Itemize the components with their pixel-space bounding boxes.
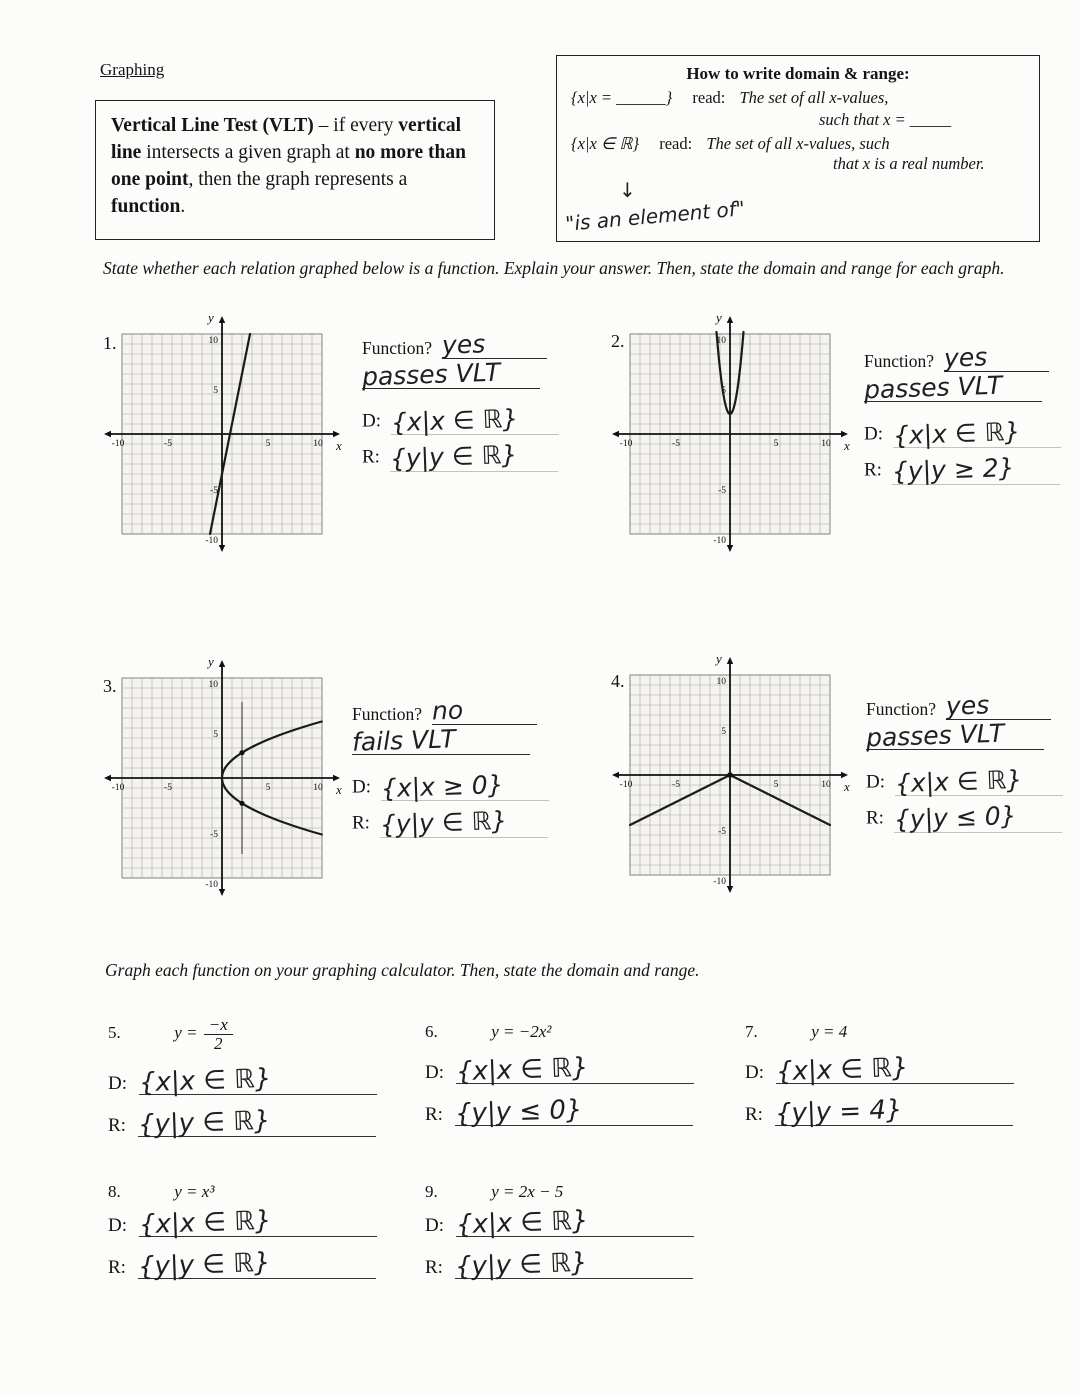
svg-text:y: y bbox=[716, 653, 722, 666]
svg-text:-5: -5 bbox=[164, 439, 172, 449]
domain-answer: {x|x ∈ ℝ} bbox=[390, 403, 519, 438]
svg-text:5: 5 bbox=[265, 783, 271, 793]
problem-9-number: 9. bbox=[425, 1182, 438, 1201]
domain-label: D: bbox=[745, 1062, 764, 1083]
read-text-1: The set of all x-values, bbox=[739, 88, 889, 107]
set-notation-real: {x|x ∈ ℝ} bbox=[571, 134, 640, 153]
problem-8-number: 8. bbox=[108, 1182, 121, 1201]
svg-text:x: x bbox=[844, 438, 850, 453]
problem-2-answers bbox=[863, 342, 1080, 487]
problem-4-answers bbox=[865, 690, 1080, 835]
calc-problem-6 bbox=[425, 1022, 740, 1130]
range-answer: {y|y ∈ ℝ} bbox=[389, 440, 518, 474]
range-label: R: bbox=[425, 1104, 443, 1125]
howto-domain-range-box bbox=[556, 55, 1040, 242]
vlt-text-part: , then the graph represents a bbox=[188, 168, 408, 190]
howto-row-2 bbox=[571, 134, 1025, 154]
svg-text:5: 5 bbox=[773, 780, 779, 790]
function-answer: yes bbox=[943, 342, 989, 373]
equation-7: y = 4 bbox=[811, 1022, 848, 1041]
svg-text:5: 5 bbox=[265, 439, 271, 449]
instructions-1: State whether each relation graphed below is a function. Explain your answer. Then, state the domain and range for each graph. bbox=[103, 258, 1005, 278]
graph-2 bbox=[605, 312, 855, 562]
svg-text:-10: -10 bbox=[619, 439, 633, 449]
graph-1 bbox=[97, 312, 347, 562]
svg-text:10: 10 bbox=[313, 783, 323, 793]
domain-label: D: bbox=[108, 1215, 127, 1236]
svg-text:y: y bbox=[208, 656, 214, 669]
range-label: R: bbox=[866, 807, 884, 829]
domain-answer: {x|x ∈ ℝ} bbox=[138, 1205, 272, 1241]
read-label: read: bbox=[692, 88, 726, 107]
range-answer: {y|y ≤ 0} bbox=[893, 801, 1017, 835]
range-answer: {y|y ≤ 0} bbox=[454, 1094, 583, 1130]
vlt-text-part: intersects a given graph at bbox=[141, 141, 355, 163]
svg-text:-5: -5 bbox=[718, 486, 726, 496]
element-of-note: "is an element of" bbox=[564, 196, 746, 236]
problem-4-number: 4. bbox=[611, 671, 625, 691]
domain-label: D: bbox=[864, 423, 883, 445]
svg-text:y: y bbox=[208, 312, 214, 325]
function-answer-line2: passes VLT bbox=[361, 357, 501, 392]
range-label: R: bbox=[864, 459, 882, 481]
problem-1-answers bbox=[361, 329, 597, 474]
range-answer: {y|y = 4} bbox=[774, 1094, 903, 1130]
svg-text:-5: -5 bbox=[210, 486, 218, 496]
calc-problem-9 bbox=[425, 1182, 740, 1283]
howto-title: How to write domain & range: bbox=[686, 64, 910, 83]
calc-problem-5 bbox=[108, 1015, 423, 1140]
svg-text:-10: -10 bbox=[111, 783, 125, 793]
svg-text:-5: -5 bbox=[718, 827, 726, 837]
range-label: R: bbox=[425, 1257, 443, 1278]
function-answer-line2: passes VLT bbox=[865, 718, 1005, 753]
graph-3 bbox=[97, 656, 347, 906]
fraction-denominator: 2 bbox=[214, 1033, 223, 1053]
svg-text:10: 10 bbox=[208, 680, 218, 690]
fraction-numerator: −x bbox=[204, 1016, 233, 1035]
range-label: R: bbox=[352, 812, 370, 834]
equation-6: y = −2x² bbox=[491, 1022, 552, 1041]
function-answer-line2: passes VLT bbox=[863, 370, 1003, 405]
svg-text:-5: -5 bbox=[210, 830, 218, 840]
equation-5 bbox=[174, 1015, 233, 1053]
svg-text:10: 10 bbox=[716, 677, 726, 687]
svg-text:-10: -10 bbox=[205, 880, 218, 890]
domain-answer: {x|x ∈ ℝ} bbox=[892, 416, 1021, 451]
range-label: R: bbox=[108, 1257, 126, 1278]
function-answer: yes bbox=[945, 690, 991, 721]
function-answer-line2: fails VLT bbox=[351, 724, 457, 757]
svg-text:y: y bbox=[716, 312, 722, 325]
calc-problem-7 bbox=[745, 1022, 1060, 1130]
domain-answer: {x|x ≥ 0} bbox=[380, 769, 505, 804]
function-label: Function? bbox=[866, 699, 936, 719]
read-text-2: such that x = _____ bbox=[819, 110, 952, 129]
set-notation-blank: {x|x = ______} bbox=[571, 88, 673, 107]
calc-problem-8 bbox=[108, 1182, 423, 1283]
range-answer: {y|y ∈ ℝ} bbox=[379, 806, 508, 840]
problem-7-number: 7. bbox=[745, 1022, 758, 1041]
function-label: Function? bbox=[864, 351, 934, 371]
svg-text:10: 10 bbox=[208, 336, 218, 346]
vlt-text-part: . bbox=[180, 195, 186, 217]
range-label: R: bbox=[745, 1104, 763, 1125]
svg-text:5: 5 bbox=[213, 730, 218, 740]
element-of-arrow-icon: ↓ bbox=[619, 178, 636, 202]
domain-label: D: bbox=[425, 1215, 444, 1236]
vlt-text-part: – if every bbox=[313, 115, 399, 136]
range-answer: {y|y ∈ ℝ} bbox=[137, 1105, 271, 1140]
graph-4 bbox=[605, 653, 855, 903]
range-label: R: bbox=[108, 1114, 126, 1136]
vlt-text-part: function bbox=[111, 195, 181, 217]
domain-answer: {x|x ∈ ℝ} bbox=[455, 1205, 589, 1241]
problem-3-number: 3. bbox=[103, 676, 117, 696]
svg-text:5: 5 bbox=[721, 386, 726, 396]
svg-text:-10: -10 bbox=[713, 877, 726, 887]
read-text-4: that x is a real number. bbox=[833, 154, 985, 173]
equation-prefix: y = bbox=[174, 1023, 198, 1043]
vlt-text-part: no more than one point bbox=[111, 141, 466, 190]
problem-5-number: 5. bbox=[108, 1023, 121, 1043]
svg-text:-5: -5 bbox=[672, 439, 680, 449]
domain-label: D: bbox=[866, 771, 885, 793]
problem-6-number: 6. bbox=[425, 1022, 438, 1041]
svg-text:x: x bbox=[336, 438, 342, 453]
vlt-definition-box bbox=[95, 100, 495, 240]
domain-answer: {x|x ∈ ℝ} bbox=[775, 1052, 909, 1088]
function-label: Function? bbox=[352, 704, 422, 724]
domain-label: D: bbox=[362, 410, 381, 432]
read-label: read: bbox=[659, 134, 693, 153]
equation-fraction bbox=[204, 1016, 233, 1053]
domain-answer: {x|x ∈ ℝ} bbox=[894, 764, 1023, 799]
equation-8: y = x³ bbox=[174, 1182, 215, 1201]
svg-text:x: x bbox=[844, 779, 850, 794]
range-label: R: bbox=[362, 446, 380, 468]
svg-text:-10: -10 bbox=[713, 536, 726, 546]
problem-3-answers bbox=[351, 695, 587, 840]
svg-text:x: x bbox=[336, 782, 342, 797]
equation-9: y = 2x − 5 bbox=[491, 1182, 564, 1201]
function-answer: no bbox=[431, 695, 465, 726]
svg-text:5: 5 bbox=[773, 439, 779, 449]
range-answer: {y|y ∈ ℝ} bbox=[454, 1247, 588, 1283]
page-heading: Graphing bbox=[100, 60, 165, 79]
svg-text:10: 10 bbox=[313, 439, 323, 449]
domain-label: D: bbox=[108, 1072, 127, 1094]
svg-text:-10: -10 bbox=[111, 439, 125, 449]
svg-text:-10: -10 bbox=[619, 780, 633, 790]
problem-2-number: 2. bbox=[611, 331, 625, 351]
range-answer: {y|y ∈ ℝ} bbox=[137, 1247, 271, 1283]
problem-1-number: 1. bbox=[103, 333, 117, 353]
domain-answer: {x|x ∈ ℝ} bbox=[455, 1052, 589, 1088]
domain-label: D: bbox=[352, 776, 371, 798]
domain-answer: {x|x ∈ ℝ} bbox=[138, 1063, 272, 1098]
svg-text:-5: -5 bbox=[672, 780, 680, 790]
svg-text:5: 5 bbox=[721, 727, 726, 737]
instructions-2: Graph each function on your graphing calculator. Then, state the domain and range. bbox=[105, 960, 700, 980]
howto-row-1 bbox=[571, 88, 1025, 108]
function-label: Function? bbox=[362, 338, 432, 358]
function-answer: yes bbox=[441, 329, 487, 360]
svg-text:-10: -10 bbox=[205, 536, 218, 546]
domain-label: D: bbox=[425, 1062, 444, 1083]
range-answer: {y|y ≥ 2} bbox=[891, 453, 1015, 487]
svg-text:10: 10 bbox=[716, 336, 726, 346]
svg-text:-5: -5 bbox=[164, 783, 172, 793]
svg-text:10: 10 bbox=[821, 780, 831, 790]
svg-text:5: 5 bbox=[213, 386, 218, 396]
vlt-text-part: vertical line bbox=[111, 115, 462, 163]
read-text-3: The set of all x-values, such bbox=[706, 134, 890, 153]
vlt-term: Vertical Line Test (VLT) bbox=[111, 115, 314, 136]
svg-text:10: 10 bbox=[821, 439, 831, 449]
vlt-text bbox=[111, 115, 466, 217]
